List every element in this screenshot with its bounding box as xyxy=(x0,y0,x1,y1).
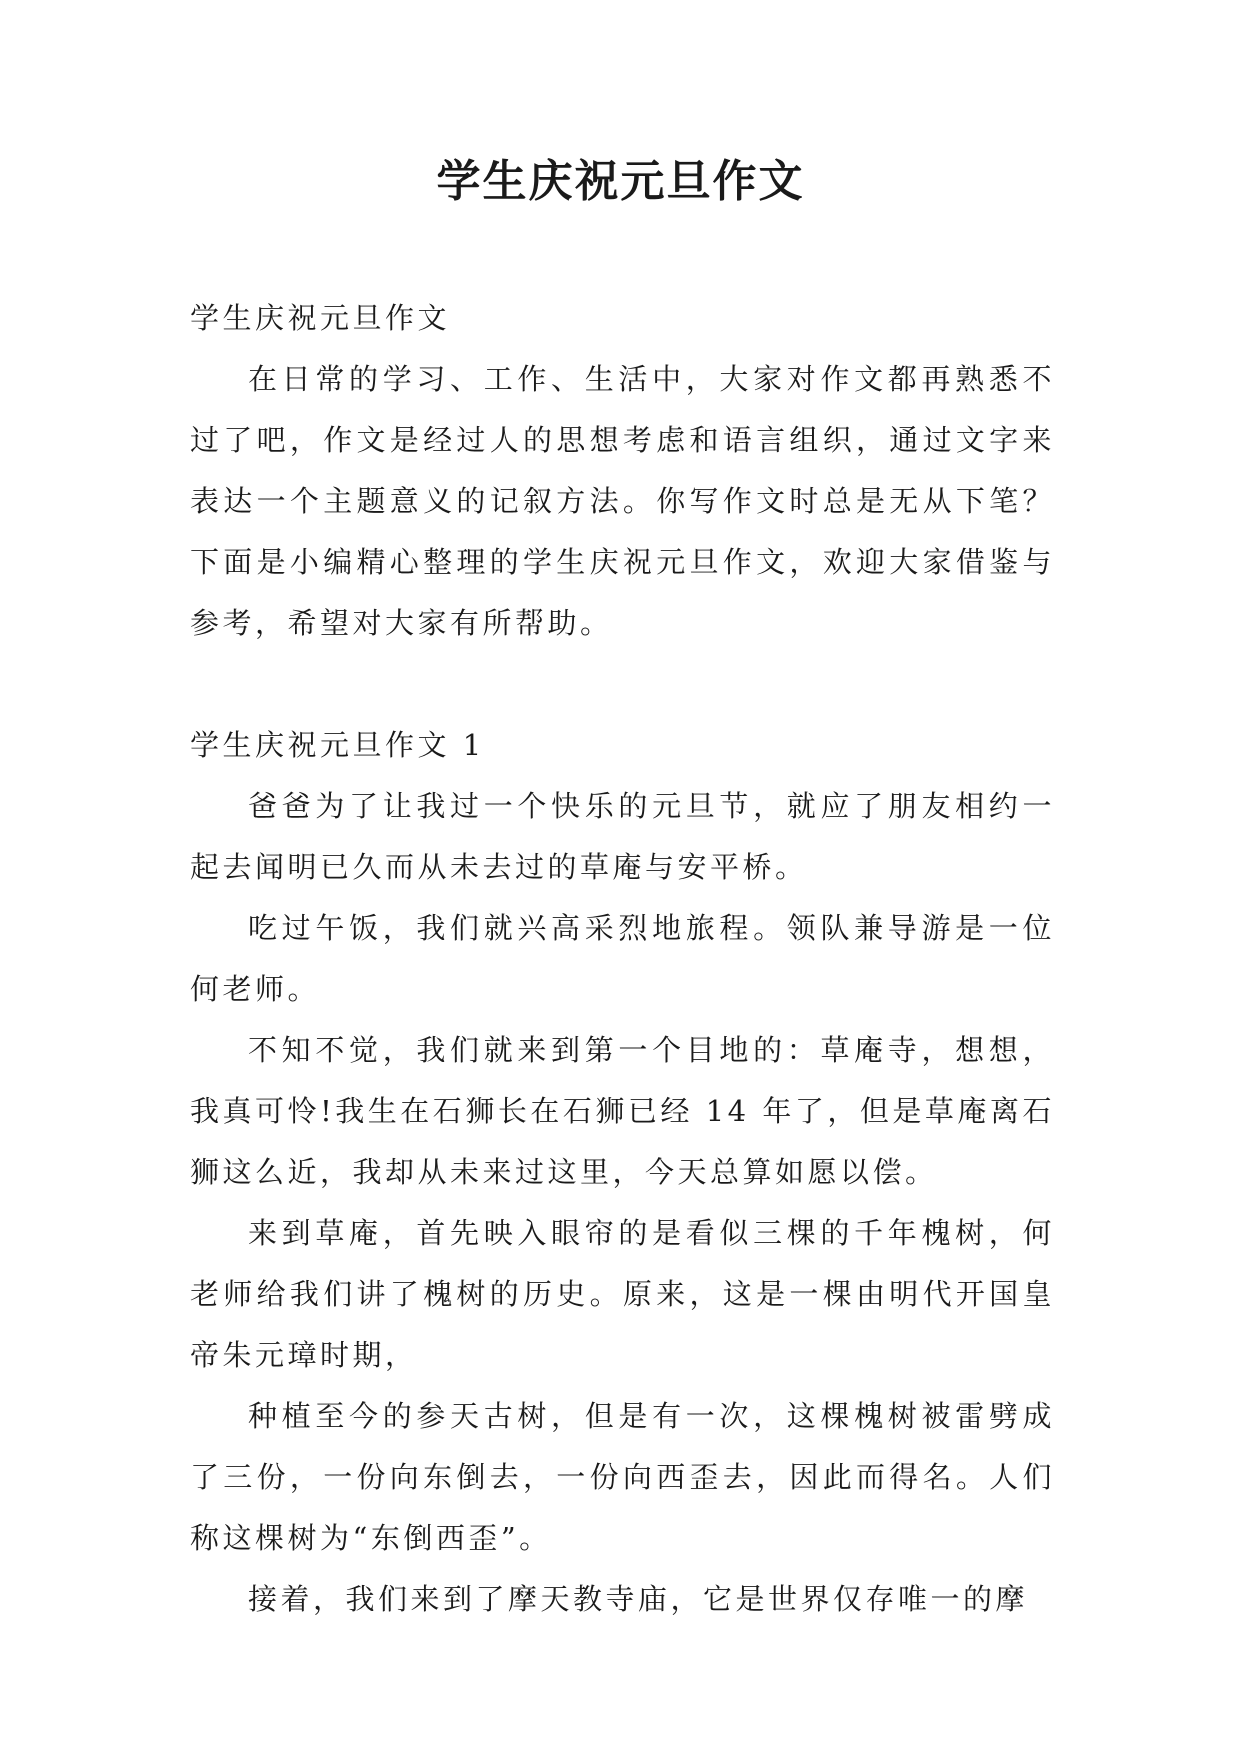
essay-paragraph: 接着，我们来到了摩天教寺庙，它是世界仅存唯一的摩 xyxy=(248,1582,1029,1616)
essay-paragraph: 来到草庵，首先映入眼帘的是看似三棵的千年槐树，何老师给我们讲了槐树的历史。原来，这是一棵由明代开国皇帝朱元璋时期， xyxy=(190,1216,1055,1372)
document-body xyxy=(190,288,1055,1630)
essay-paragraph: 不知不觉，我们就来到第一个目地的：草庵寺，想想，我真可怜!我生在石狮长在石狮已经 14 年了，但是草庵离石狮这么近，我却从未来过这里，今天总算如愿以偿。 xyxy=(190,1033,1055,1189)
intro-paragraph: 在日常的学习、工作、生活中，大家对作文都再熟悉不过了吧，作文是经过人的思想考虑和语言组织，通过文字来表达一个主题意义的记叙方法。你写作文时总是无从下笔？下面是小编精心整理的学生庆祝元旦作文，欢迎大家借鉴与参考，希望对大家有所帮助。 xyxy=(190,362,1055,640)
document-title: 学生庆祝元旦作文 xyxy=(436,156,805,207)
section-heading: 学生庆祝元旦作文 xyxy=(190,301,451,335)
essay-paragraph: 种植至今的参天古树，但是有一次，这棵槐树被雷劈成了三份，一份向东倒去，一份向西歪去，因此而得名。人们称这棵树为“东倒西歪”。 xyxy=(190,1399,1055,1555)
essay-paragraph: 吃过午饭，我们就兴高采烈地旅程。领队兼导游是一位何老师。 xyxy=(190,911,1055,1006)
essay-heading: 学生庆祝元旦作文 1 xyxy=(190,728,485,762)
essay-paragraph: 爸爸为了让我过一个快乐的元旦节，就应了朋友相约一起去闻明已久而从未去过的草庵与安平桥。 xyxy=(190,789,1055,884)
